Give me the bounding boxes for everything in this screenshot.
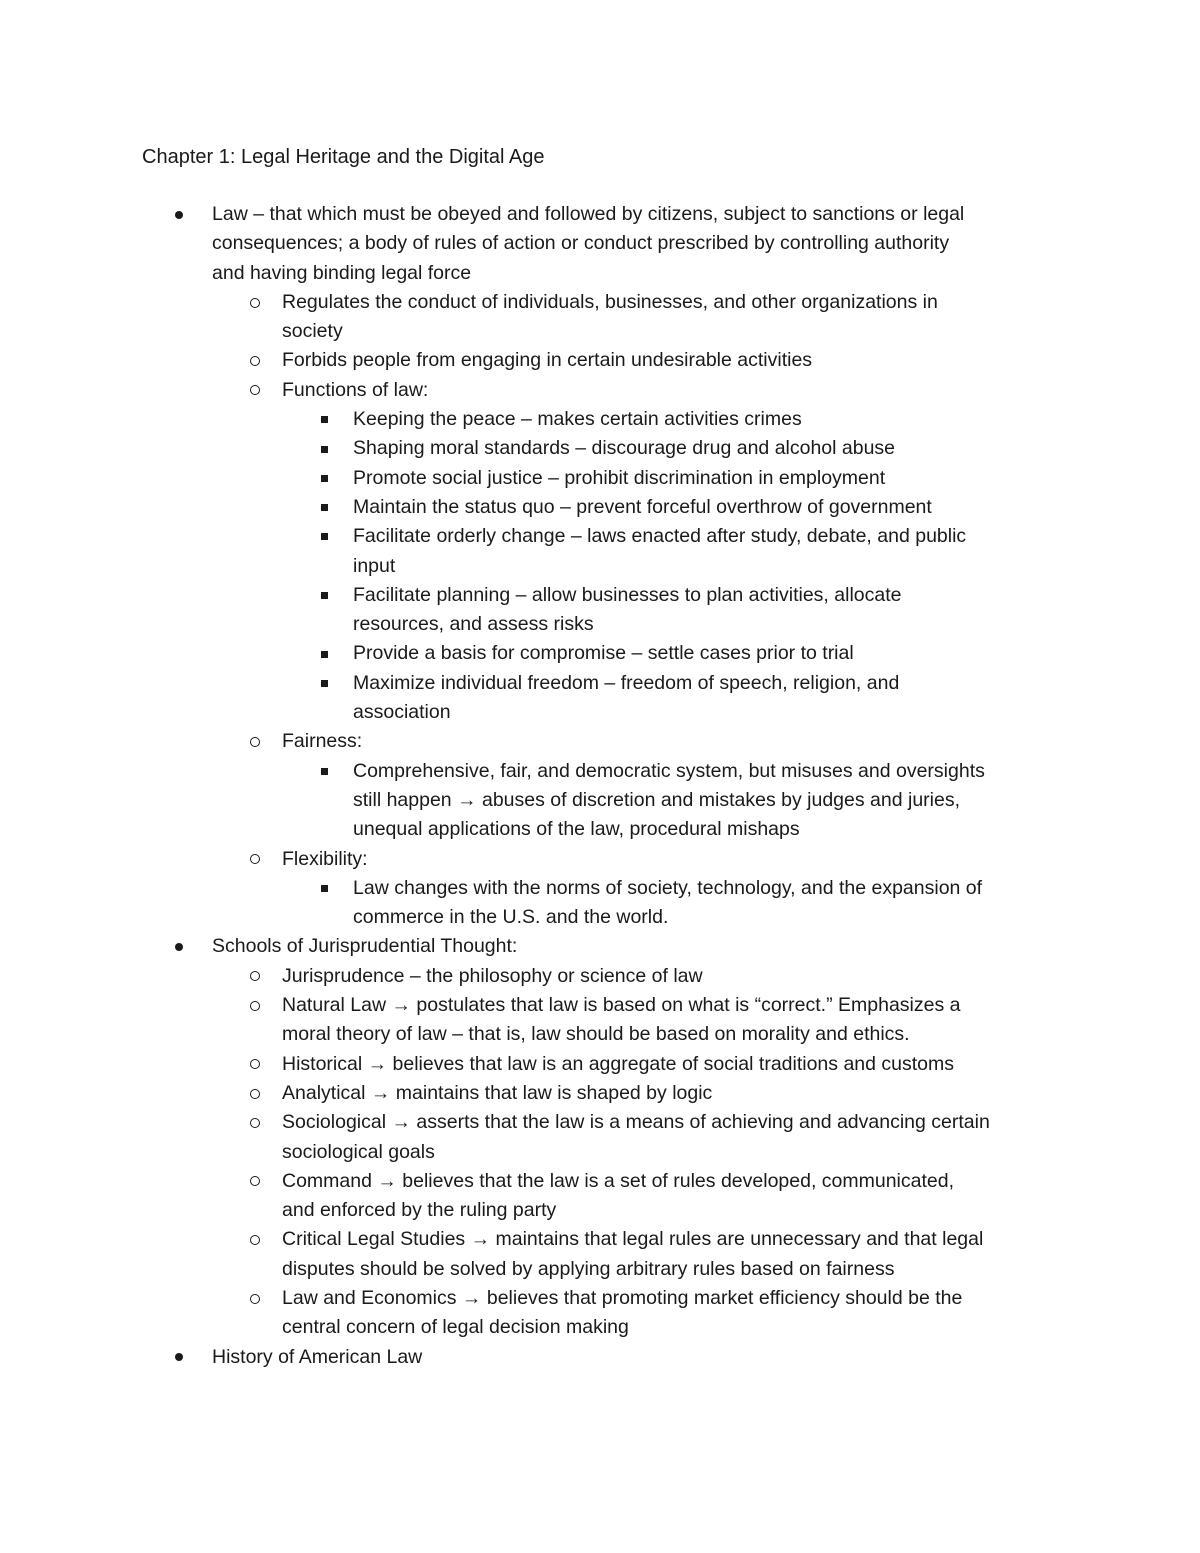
outline-item-level-2 bbox=[0, 1284, 1062, 1343]
outline-list bbox=[0, 200, 1200, 1372]
list-marker bbox=[168, 1343, 190, 1372]
list-marker bbox=[244, 1108, 266, 1137]
outline-item-text: Facilitate orderly change – laws enacted after study, debate, and public input bbox=[353, 525, 967, 577]
list-marker bbox=[313, 669, 335, 698]
bullet-circle-icon bbox=[250, 854, 260, 864]
outline-item-level-2 bbox=[0, 962, 1062, 991]
bullet-dot-icon bbox=[175, 1353, 183, 1361]
list-marker bbox=[313, 639, 335, 668]
outline-item-level-1 bbox=[0, 1343, 1062, 1372]
bullet-circle-icon bbox=[250, 1059, 260, 1069]
bullet-dot-icon bbox=[175, 211, 183, 219]
list-marker bbox=[244, 962, 266, 991]
bullet-square-icon bbox=[321, 651, 328, 658]
outline-item-level-3 bbox=[0, 639, 1063, 668]
bullet-square-icon bbox=[321, 504, 328, 511]
outline-item-text: Regulates the conduct of individuals, businesses, and other organizations in society bbox=[282, 290, 938, 343]
list-marker bbox=[313, 405, 335, 434]
outline-item-text: Fairness: bbox=[282, 730, 363, 753]
outline-item-level-2 bbox=[0, 727, 1062, 756]
list-marker bbox=[244, 1225, 266, 1254]
outline-item-level-3 bbox=[0, 874, 1063, 933]
list-marker bbox=[313, 522, 335, 551]
list-marker bbox=[244, 727, 266, 756]
outline-item-text: Comprehensive, fair, and democratic system, but misuses and oversights still happen → abuses of discretion and mistakes by judges and juries, unequal applications of the law, procedural mishaps bbox=[353, 759, 985, 841]
outline-item-text: Natural Law → postulates that law is based on what is “correct.” Emphasizes a moral theory of law – that is, law should be based on morality and ethics. bbox=[282, 994, 961, 1046]
bullet-square-icon bbox=[321, 768, 328, 775]
outline-item-text: Shaping moral standards – discourage drug and alcohol abuse bbox=[353, 437, 896, 460]
bullet-circle-icon bbox=[250, 971, 260, 981]
outline-item-level-2 bbox=[0, 1079, 1062, 1108]
list-marker bbox=[244, 376, 266, 405]
bullet-square-icon bbox=[321, 475, 328, 482]
outline-item-level-2 bbox=[0, 376, 1062, 405]
chapter-title: Chapter 1: Legal Heritage and the Digital Age bbox=[142, 146, 545, 168]
bullet-dot-icon bbox=[175, 943, 183, 951]
list-marker bbox=[313, 464, 335, 493]
bullet-circle-icon bbox=[250, 1294, 260, 1304]
list-marker bbox=[168, 200, 190, 229]
outline-item-level-2 bbox=[0, 845, 1062, 874]
list-marker bbox=[244, 1284, 266, 1313]
list-marker bbox=[244, 991, 266, 1020]
outline-item-text: Law and Economics → believes that promoting market efficiency should be the central concern of legal decision making bbox=[282, 1286, 963, 1339]
outline-item-level-3 bbox=[0, 434, 1063, 463]
list-marker bbox=[168, 932, 190, 961]
bullet-circle-icon bbox=[250, 1176, 260, 1186]
bullet-circle-icon bbox=[250, 356, 260, 366]
bullet-square-icon bbox=[321, 446, 328, 453]
outline-item-text: Jurisprudence – the philosophy or science of law bbox=[282, 964, 703, 987]
outline-item-text: Maximize individual freedom – freedom of speech, religion, and association bbox=[353, 671, 900, 724]
list-marker bbox=[244, 288, 266, 317]
list-marker bbox=[244, 1167, 266, 1196]
outline-item-text: Promote social justice – prohibit discrimination in employment bbox=[353, 466, 886, 489]
outline-item-text: Provide a basis for compromise – settle cases prior to trial bbox=[353, 642, 854, 665]
outline-item-text: Maintain the status quo – prevent forceful overthrow of government bbox=[353, 495, 932, 518]
bullet-circle-icon bbox=[250, 1235, 260, 1245]
bullet-circle-icon bbox=[250, 1001, 260, 1011]
outline-item-text: Flexibility: bbox=[282, 847, 368, 870]
outline-item-text: Keeping the peace – makes certain activities crimes bbox=[353, 408, 802, 431]
bullet-square-icon bbox=[321, 885, 328, 892]
outline-item-level-2 bbox=[0, 1108, 1062, 1167]
outline-item-level-3 bbox=[0, 464, 1063, 493]
outline-item-text: Law – that which must be obeyed and followed by citizens, subject to sanctions or legal consequences; a body of rules of action or conduct prescribed by controlling authority and having binding legal force bbox=[212, 203, 965, 284]
list-marker bbox=[244, 1079, 266, 1108]
outline-item-level-3 bbox=[0, 493, 1063, 522]
bullet-square-icon bbox=[321, 533, 328, 540]
bullet-square-icon bbox=[321, 416, 328, 423]
bullet-circle-icon bbox=[250, 737, 260, 747]
list-marker bbox=[313, 581, 335, 610]
outline-item-text: Schools of Jurisprudential Thought: bbox=[212, 935, 518, 958]
outline-item-level-2 bbox=[0, 288, 1062, 347]
list-marker bbox=[313, 874, 335, 903]
outline-item-text: History of American Law bbox=[212, 1345, 423, 1368]
outline-item-text: Forbids people from engaging in certain undesirable activities bbox=[282, 349, 813, 372]
outline-item-level-3 bbox=[0, 581, 1063, 640]
outline-item-text: Analytical → maintains that law is shaped by logic bbox=[282, 1081, 713, 1104]
outline-item-level-2 bbox=[0, 346, 1062, 375]
outline-item-text: Critical Legal Studies → maintains that legal rules are unnecessary and that legal disputes should be solved by applying arbitrary rules based on fairness bbox=[282, 1228, 984, 1280]
list-marker bbox=[244, 346, 266, 375]
outline-item-text: Sociological → asserts that the law is a means of achieving and advancing certain sociological goals bbox=[282, 1111, 990, 1163]
bullet-circle-icon bbox=[250, 1089, 260, 1099]
outline-item-text: Facilitate planning – allow businesses to plan activities, allocate resources, and assess risks bbox=[353, 583, 902, 636]
outline-item-level-2 bbox=[0, 1225, 1062, 1284]
list-marker bbox=[313, 434, 335, 463]
outline-item-level-2 bbox=[0, 1167, 1062, 1226]
list-marker bbox=[313, 757, 335, 786]
bullet-square-icon bbox=[321, 592, 328, 599]
outline-item-level-2 bbox=[0, 991, 1062, 1050]
outline-item-level-1 bbox=[0, 200, 1062, 288]
bullet-circle-icon bbox=[250, 298, 260, 308]
outline-item-level-2 bbox=[0, 1050, 1062, 1079]
outline-item-text: Historical → believes that law is an aggregate of social traditions and customs bbox=[282, 1052, 954, 1075]
outline-item-level-3 bbox=[0, 522, 1063, 581]
outline-item-text: Command → believes that the law is a set of rules developed, communicated, and enforced by the ruling party bbox=[282, 1169, 955, 1222]
outline-item-text: Functions of law: bbox=[282, 378, 429, 401]
list-marker bbox=[244, 1050, 266, 1079]
outline-item-text: Law changes with the norms of society, technology, and the expansion of commerce in the U.S. and the world. bbox=[353, 876, 983, 929]
outline-item-level-3 bbox=[0, 669, 1063, 728]
bullet-circle-icon bbox=[250, 385, 260, 395]
bullet-square-icon bbox=[321, 680, 328, 687]
outline-item-level-3 bbox=[0, 757, 1063, 845]
bullet-circle-icon bbox=[250, 1118, 260, 1128]
list-marker bbox=[313, 493, 335, 522]
outline-item-level-3 bbox=[0, 405, 1063, 434]
list-marker bbox=[244, 845, 266, 874]
outline-item-level-1 bbox=[0, 932, 1062, 961]
